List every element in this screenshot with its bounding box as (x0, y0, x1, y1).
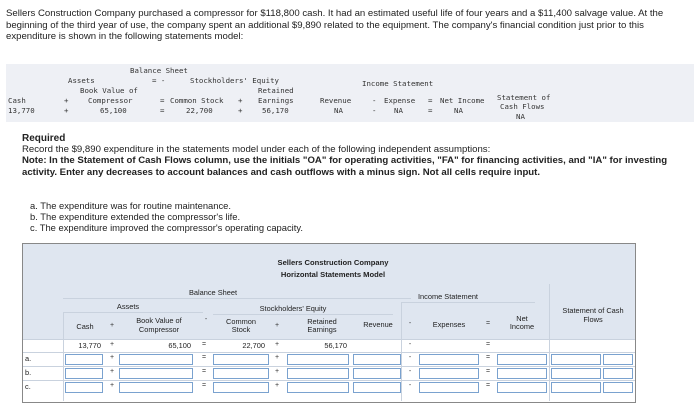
table-equity: Stockholders' Equity (259, 304, 327, 313)
table-balance-sheet: Balance Sheet (188, 288, 238, 297)
model-eq-2: = (428, 96, 433, 105)
row-a-cash-input[interactable] (65, 354, 103, 365)
table-subtitle: Horizontal Statements Model (280, 270, 386, 279)
model-book-value: Book Value of (80, 86, 138, 95)
table-retained: Retained (307, 317, 337, 326)
problem-intro: Sellers Construction Company purchased a compressor for $118,800 cash. It had an estimated useful life of four years and a $11,400 salvage value. At the beginning of the third year of use, the company spent an additional $9,890 related to the equipment. The company's financial condition just prior to this expenditure is shown in the following statements model: (6, 8, 664, 43)
row-a-compressor-input[interactable] (119, 354, 193, 365)
table-op-plus-head-2: + (274, 322, 280, 329)
required-note: Note: In the Statement of Cash Flows column, use the initials "OA" for operating activities, "FA" for financing activities, and "IA" for investing activity. Enter any decreases to account balances and cash outflows with a minus sign. Not all cells require input. (22, 155, 668, 178)
table-stock: Stock (231, 325, 251, 334)
table-scf-1: Statement of Cash (562, 306, 624, 315)
table-divider-3 (63, 312, 203, 313)
table-vline-1 (63, 312, 64, 401)
row-a-common-stock-input[interactable] (213, 354, 269, 365)
model-eq-minus: = - (152, 76, 166, 85)
row-b-op-minus: - (408, 368, 412, 375)
assumption-b: b. The expenditure extended the compressor's life. (30, 211, 241, 222)
start-comp: 65,100 (168, 341, 191, 350)
row-a-expenses-input[interactable] (419, 354, 479, 365)
model-cash: Cash (8, 96, 26, 105)
row-b-common-stock-input[interactable] (213, 368, 269, 379)
model-plus-4: + (238, 106, 243, 115)
table-op-eq-head: = (485, 320, 491, 327)
row-b-retained-input[interactable] (287, 368, 349, 379)
table-vline-2 (401, 302, 402, 401)
assumption-c: c. The expenditure improved the compressor's operating capacity. (30, 222, 303, 233)
table-book-value: Book Value of (136, 316, 182, 325)
model-expense: Expense (384, 96, 416, 105)
assumptions-list (30, 200, 303, 233)
model-na-exp: NA (394, 106, 403, 115)
row-c-op-eq: = (201, 382, 207, 389)
model-common-stock: Common Stock (170, 96, 224, 105)
row-label-c: c. (25, 382, 31, 391)
row-c-op-plus-2: + (274, 382, 280, 389)
row-c-scf-input[interactable] (551, 382, 601, 393)
table-row-line-3 (23, 380, 635, 381)
table-op-plus-head: + (109, 322, 115, 329)
required-title: Required (22, 133, 66, 144)
model-re-val: 56,170 (262, 106, 289, 115)
table-row-line-2 (23, 366, 635, 367)
model-cash-val: 13,770 (8, 106, 35, 115)
row-label-a: a. (25, 354, 32, 363)
row-a-scf-input[interactable] (551, 354, 601, 365)
row-c-net-income-input[interactable] (497, 382, 547, 393)
model-plus-2: + (238, 96, 243, 105)
start-cs: 22,700 (242, 341, 265, 350)
model-eq-3: = (160, 106, 165, 115)
table-row-line-0 (23, 339, 635, 340)
row-c-common-stock-input[interactable] (213, 382, 269, 393)
row-label-b: b. (25, 368, 32, 377)
row-a-op-plus-2: + (274, 354, 280, 361)
table-company: Sellers Construction Company (277, 258, 389, 267)
row-c-op-plus: + (109, 382, 115, 389)
row-c-op-minus: - (408, 382, 412, 389)
model-assets: Assets (68, 76, 95, 85)
table-op-minus-head-2: - (408, 320, 412, 327)
table-row-line-1 (23, 352, 635, 353)
model-cs-val: 22,700 (186, 106, 213, 115)
model-equity: Stockholders' Equity (190, 76, 279, 85)
start-re: 56,170 (324, 341, 347, 350)
row-a-scf-type-input[interactable] (603, 354, 633, 365)
start-op-eq-2: = (485, 341, 491, 348)
row-a-op-minus: - (408, 354, 412, 361)
model-net-income: Net Income (440, 96, 485, 105)
table-divider-4 (213, 314, 393, 315)
row-b-revenue-input[interactable] (353, 368, 401, 379)
row-b-expenses-input[interactable] (419, 368, 479, 379)
required-line: Record the $9,890 expenditure in the statements model under each of the following independent assumptions: (22, 144, 491, 155)
row-a-retained-input[interactable] (287, 354, 349, 365)
model-revenue: Revenue (320, 96, 352, 105)
row-b-op-plus-2: + (274, 368, 280, 375)
row-b-op-plus: + (109, 368, 115, 375)
table-expenses: Expenses (432, 320, 466, 329)
model-na-cf: NA (516, 112, 525, 121)
table-op-minus-head: - (204, 316, 208, 323)
table-cash: Cash (76, 322, 94, 331)
start-cash: 13,770 (78, 341, 101, 350)
row-c-compressor-input[interactable] (119, 382, 193, 393)
row-b-net-income-input[interactable] (497, 368, 547, 379)
table-vline-3 (549, 284, 550, 401)
row-c-retained-input[interactable] (287, 382, 349, 393)
row-c-expenses-input[interactable] (419, 382, 479, 393)
table-assets: Assets (116, 302, 140, 311)
table-revenue: Revenue (363, 320, 393, 329)
row-a-op-plus: + (109, 354, 115, 361)
model-comp-val: 65,100 (100, 106, 127, 115)
assumption-a: a. The expenditure was for routine maintenance. (30, 200, 231, 211)
model-plus-1: + (64, 96, 69, 105)
model-na-rev: NA (334, 106, 343, 115)
row-b-cash-input[interactable] (65, 368, 103, 379)
model-na-ni: NA (454, 106, 463, 115)
row-b-compressor-input[interactable] (119, 368, 193, 379)
row-c-scf-type-input[interactable] (603, 382, 633, 393)
table-income: Income (509, 322, 535, 331)
model-compressor: Compressor (88, 96, 133, 105)
table-divider-2 (401, 302, 535, 303)
row-a-revenue-input[interactable] (353, 354, 401, 365)
model-plus-3: + (64, 106, 69, 115)
model-cash-flows: Cash Flows (500, 102, 545, 111)
model-minus-2: - (372, 106, 377, 115)
table-net: Net (516, 314, 528, 323)
table-divider-1 (63, 298, 411, 299)
table-scf-2: Flows (583, 315, 603, 324)
model-balance-sheet: Balance Sheet (130, 66, 188, 75)
start-op-eq: = (201, 341, 207, 348)
table-compressor: Compressor (138, 325, 180, 334)
model-income: Income Statement (362, 79, 434, 88)
row-b-op-eq: = (201, 368, 207, 375)
table-income-statement: Income Statement (418, 292, 478, 301)
table-earnings: Earnings (307, 325, 337, 334)
statements-model-table (22, 243, 636, 403)
model-minus: - (372, 96, 377, 105)
row-a-op-eq: = (201, 354, 207, 361)
table-common: Common (226, 317, 256, 326)
start-op-minus: - (408, 341, 412, 348)
row-c-op-eq-2: = (485, 382, 491, 389)
model-statement-of: Statement of (497, 93, 551, 102)
row-a-op-eq-2: = (485, 354, 491, 361)
row-c-revenue-input[interactable] (353, 382, 401, 393)
row-a-net-income-input[interactable] (497, 354, 547, 365)
row-c-cash-input[interactable] (65, 382, 103, 393)
row-b-scf-type-input[interactable] (603, 368, 633, 379)
model-eq-4: = (428, 106, 433, 115)
model-earnings: Earnings (258, 96, 294, 105)
model-eq-1: = (160, 96, 165, 105)
model-retained: Retained (258, 86, 294, 95)
start-op-plus: + (109, 341, 115, 348)
row-b-scf-input[interactable] (551, 368, 601, 379)
row-b-op-eq-2: = (485, 368, 491, 375)
start-op-plus-2: + (274, 341, 280, 348)
required-text (22, 144, 694, 178)
